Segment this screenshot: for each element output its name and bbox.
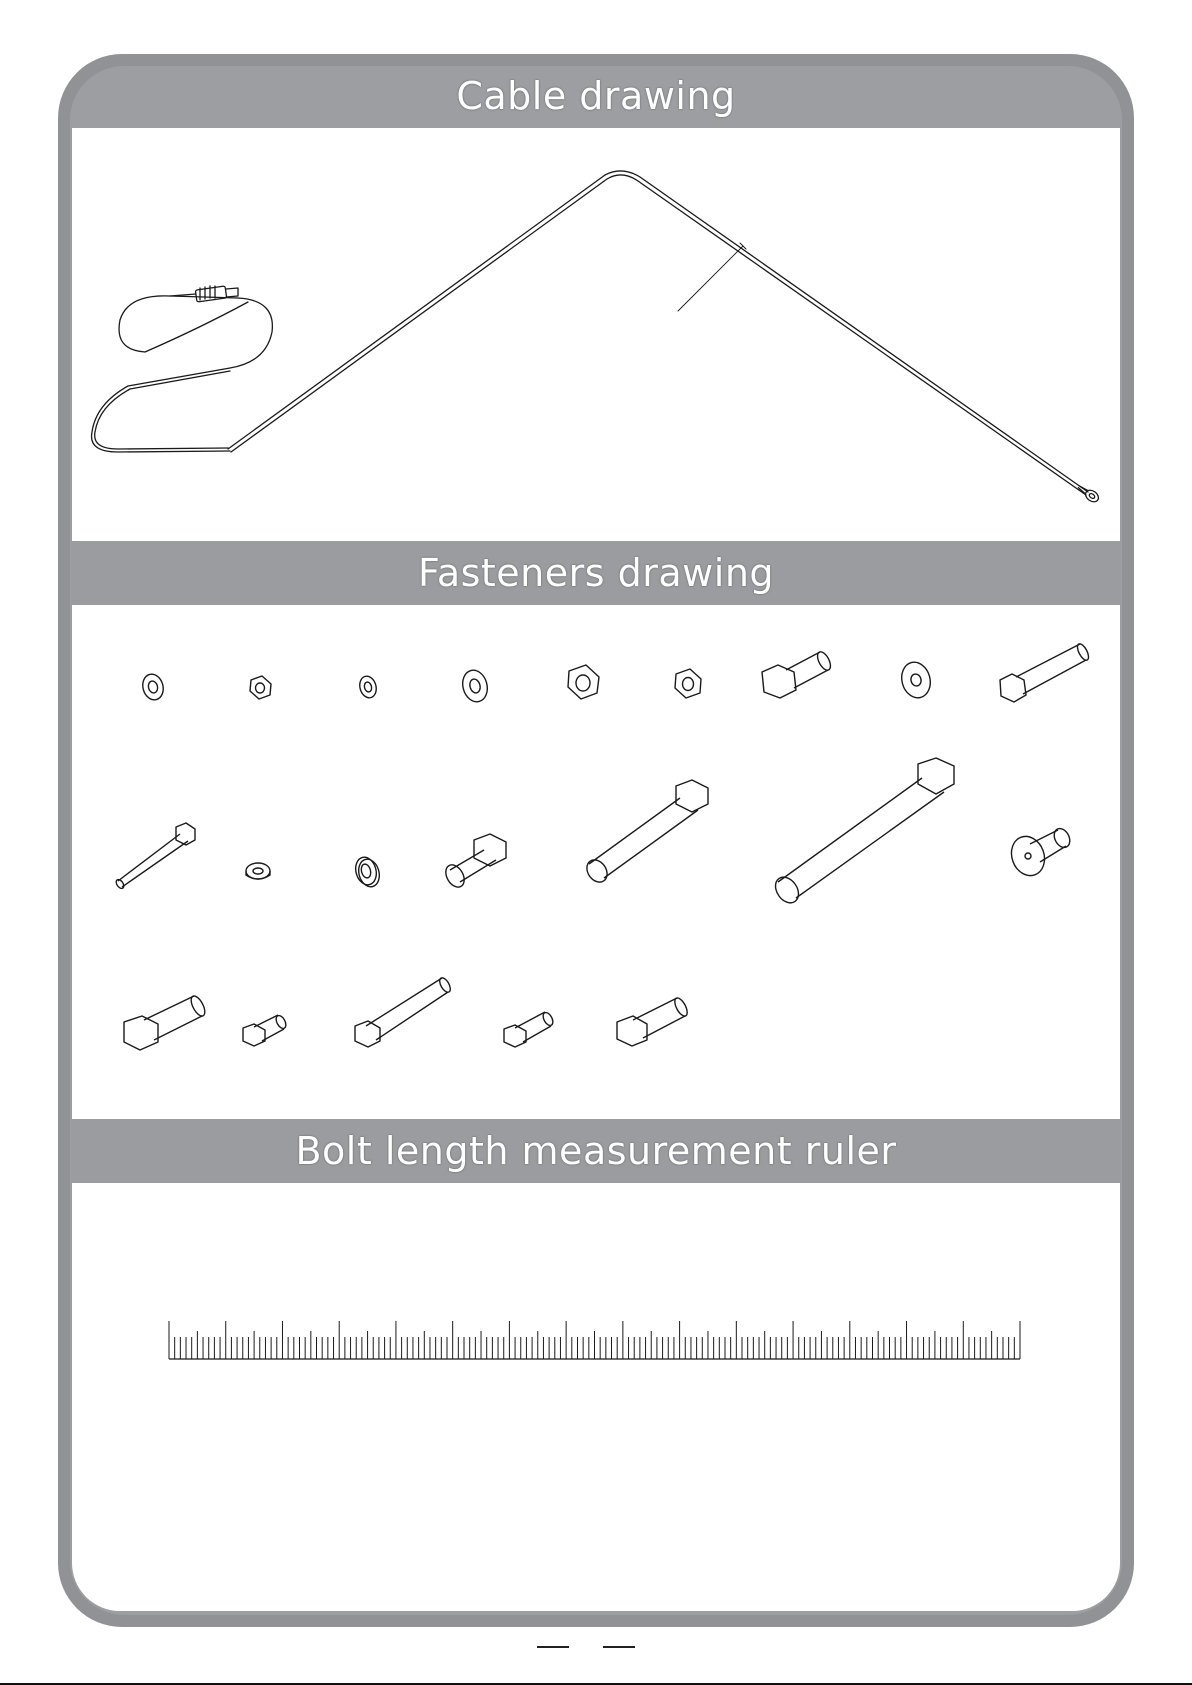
section-title-ruler: Bolt length measurement ruler xyxy=(72,1119,1120,1183)
footer-mark-right xyxy=(603,1646,635,1648)
footer-mark-left xyxy=(537,1646,569,1648)
section-title-cable: Cable drawing xyxy=(456,74,736,118)
section-title-fasteners: Fasteners drawing xyxy=(72,541,1120,605)
